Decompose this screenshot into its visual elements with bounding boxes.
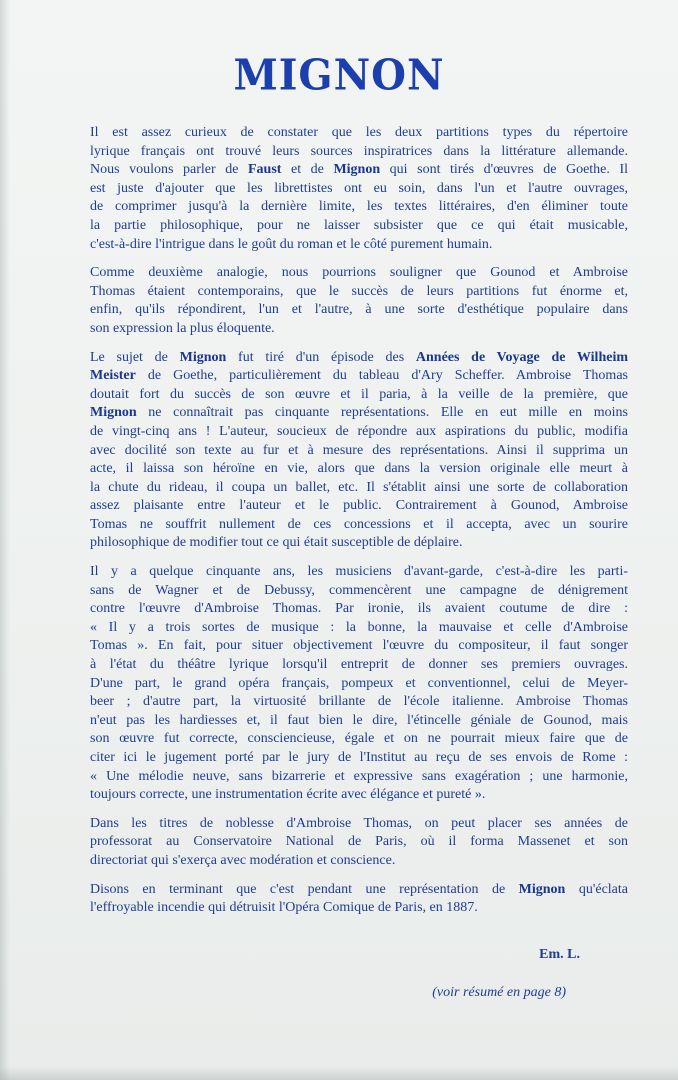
page-title: MIGNON	[233, 50, 445, 101]
signature: Em. L.	[539, 947, 580, 962]
emphasis: Mignon	[179, 349, 227, 365]
text-line: son œuvre fut correcte, consciencieuse, égale et on ne pourrait mieux faire que de	[90, 731, 628, 747]
text-line: beer ; d'autre part, la virtuosité brillante de l'école italienne. Ambroise Thomas	[90, 694, 628, 710]
text-line: citer ici le jugement porté par le jury de l'Institut au reçu de ses envois de Rome :	[90, 750, 628, 765]
text-line: Il y a quelque cinquante ans, les musiciens d'avant-garde, c'est-à-dire les parti-	[90, 564, 628, 580]
emphasis: Faust	[247, 162, 282, 178]
text-line: lyrique français ont trouvé leurs sources inspiratrices dans la littérature allemande.	[90, 143, 628, 159]
emphasis: Mignon	[333, 162, 381, 178]
text-line: enfin, qu'ils répondirent, l'un et l'autre, à une sorte d'esthétique populaire dans	[90, 302, 628, 318]
text-line: « Une mélodie neuve, sans bizarrerie et expressive sans exagération ; une harmonie,	[90, 768, 628, 784]
text-line: est juste d'ajouter que les librettistes ont eu soin, dans l'un et l'autre ouvrages,	[90, 180, 628, 196]
text-line: Thomas étaient contemporains, que le succès de leurs partitions fut énorme et,	[90, 283, 628, 299]
text-line: philosophique de modifier tout ce qui était susceptible de déplaire.	[90, 535, 463, 551]
text-line: la chute du rideau, il coupa un ballet, etc. Il s'établit ainsi une sorte de collaboration	[90, 479, 628, 495]
paper-edge-shadow	[0, 0, 10, 1080]
text-line: professorat au Conservatoire National de Paris, où il forma Massenet et son	[90, 834, 628, 850]
text-line: Comme deuxième analogie, nous pourrions souligner que Gounod et Ambroise	[90, 265, 628, 281]
text-line: Le sujet de Mignon fut tiré d'un épisode des Années de Voyage de Wilheim	[90, 349, 628, 365]
text-line: à l'état du théâtre lyrique lorsqu'il entreprit de donner ses premiers ouvrages.	[90, 657, 628, 673]
text-line: Meister de Goethe, particulièrement du tableau d'Ary Scheffer. Ambroise Thomas	[90, 368, 628, 384]
text-line: acte, il laissa son héroïne en vie, alors que dans la version originale elle meurt à	[90, 461, 628, 477]
text-line: sans de Wagner et de Debussy, commencèrent une campagne de dénigrement	[90, 582, 628, 598]
text-line: « Il y a trois sortes de musique : la bonne, la mauvaise et celle d'Ambroise	[90, 619, 628, 635]
page-reference: (voir résumé en page 8)	[432, 985, 566, 1000]
paper-bottom-shadow	[0, 1066, 678, 1080]
paragraph	[56, 563, 628, 805]
text-line: c'est-à-dire l'intrigue dans le goût du roman et le côté purement humain.	[90, 236, 493, 252]
text-line: de vingt-cinq ans ! L'auteur, soucieux de répondre aux aspirations du public, modifia	[90, 423, 628, 439]
text-line: son expression la plus éloquente.	[90, 320, 275, 336]
text-line: n'eut pas les hardiesses et, il faut bien le dire, l'étincelle géniale de Gounod, mais	[90, 712, 628, 728]
text-line: contre l'œuvre d'Ambroise Thomas. Par ironie, ils avaient coutume de dire :	[90, 601, 628, 617]
text-line: avec docilité son texte au fur et à mesure des représentations. Ainsi il supprima un	[90, 442, 628, 458]
text-line: D'une part, le grand opéra français, pompeux et conventionnel, celui de Meyer-	[90, 675, 628, 691]
paragraph	[56, 349, 628, 554]
text-line: Tomas ne souffrit nullement de ces concessions et il accepta, avec un sourire	[90, 516, 628, 532]
text-line: Nous voulons parler de Faust et de Mignon qui sont tirés d'œuvres de Goethe. Il	[90, 162, 628, 178]
text-line: toujours correcte, une instrumentation écrite avec élégance et pureté ».	[90, 787, 486, 803]
emphasis: Meister	[90, 368, 136, 384]
text-line: de comprimer jusqu'à la dernière limite, les textes littéraires, d'en éliminer toute	[90, 199, 628, 215]
emphasis: Mignon	[518, 881, 566, 897]
text-line: directoriat qui s'exerça avec modération et conscience.	[90, 852, 396, 868]
paragraph	[56, 815, 628, 871]
text-line: assez plaisante entre l'auteur et le public. Contrairement à Gounod, Ambroise	[90, 498, 628, 514]
text-line: Mignon ne connaîtrait pas cinquante représentations. Elle en eut mille en moins	[90, 405, 628, 421]
paragraph	[56, 124, 628, 254]
text-line: l'effroyable incendie qui détruisit l'Opéra Comique de Paris, en 1887.	[90, 900, 478, 916]
paragraph	[56, 264, 628, 338]
emphasis: Mignon	[90, 405, 137, 421]
text-line: Il est assez curieux de constater que les deux partitions types du répertoire	[90, 125, 628, 140]
text-line: la partie philosophique, pour ne laisser subsister que ce qui était musicable,	[90, 217, 628, 233]
text-line: Dans les titres de noblesse d'Ambroise Thomas, on peut placer ses années de	[90, 815, 628, 831]
text-line: Tomas ». En fait, pour situer objectivement l'œuvre du compositeur, il faut songer	[90, 638, 628, 654]
article-body	[56, 124, 628, 928]
text-line: Disons en terminant que c'est pendant une représentation de Mignon qu'éclata	[90, 881, 628, 897]
text-line: doutait fort du succès de son œuvre et il paria, à la veille de la première, que	[90, 386, 628, 402]
paragraph	[56, 881, 628, 918]
emphasis: Années de Voyage de Wilheim	[415, 349, 628, 365]
